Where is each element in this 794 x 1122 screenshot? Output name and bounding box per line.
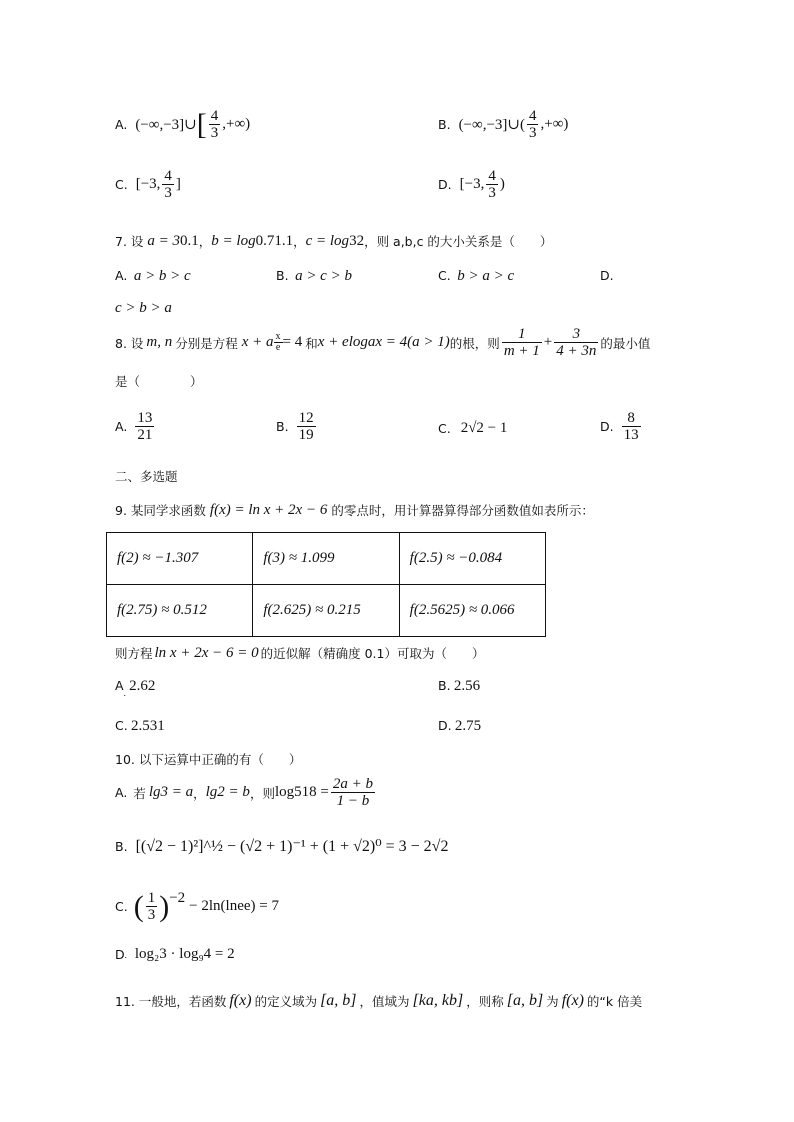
q8-eq2-tail: x = 4(a > 1) <box>375 334 450 350</box>
option-sep: ， <box>193 785 206 801</box>
option-value: 2.75 <box>454 718 482 734</box>
q9-func: f(x) = ln x + 2x − 6 <box>209 501 328 518</box>
q9-option-b[interactable] <box>438 678 480 695</box>
q11-expr: [a, b] <box>506 992 544 1009</box>
q10-option-a[interactable] <box>115 776 377 809</box>
table-row <box>107 585 546 637</box>
frac-den: 3 <box>488 185 496 201</box>
q9-stem <box>115 501 594 519</box>
q10-stem: 10. 以下运算中正确的有（ ） <box>115 752 302 767</box>
q9-option-d[interactable] <box>438 718 481 735</box>
q11-text: 11. 一般地，若函数 <box>115 994 227 1009</box>
option-label: A. <box>115 419 128 434</box>
log-base: 5 <box>294 784 302 800</box>
option-expr-tail: ] <box>175 176 181 192</box>
q8-option-b[interactable] <box>276 410 318 443</box>
q9-after <box>115 644 484 662</box>
function-values-table <box>106 532 546 637</box>
q7-stem-pre: 7. 设 <box>115 234 144 249</box>
section-heading: 二、多选题 <box>115 469 178 484</box>
q8-eq2: x + elog <box>317 334 368 350</box>
exp-num: x <box>275 331 281 342</box>
option-label: D. <box>600 268 614 283</box>
q11-text: 的“k 倍美 <box>586 994 643 1009</box>
table-row <box>107 533 546 585</box>
option-expr: ) = 7 <box>250 898 280 914</box>
q8-option-d[interactable] <box>600 410 643 443</box>
frac-den: 21 <box>137 427 153 443</box>
option-text: ，则 <box>249 785 275 801</box>
option-text: 若 <box>133 785 146 801</box>
table-cell: f(2.75) ≈ 0.512 <box>107 585 253 637</box>
frac-den: 3 <box>528 125 537 141</box>
exponent: e <box>243 898 251 914</box>
option-label: C. <box>115 899 128 914</box>
q7-option-b[interactable] <box>276 268 352 285</box>
option-expr: (−∞,−3]∪( <box>458 117 525 133</box>
q8-plus: + <box>543 334 553 350</box>
option-value: 2.531 <box>130 718 165 734</box>
frac-num: 3 <box>554 326 598 343</box>
q7-c: c = log <box>305 232 350 249</box>
option-label: A. <box>115 268 128 283</box>
option-expr-tail: ,+∞) <box>540 116 569 132</box>
q8-eq1-tail: = 4 <box>282 334 303 350</box>
frac-num: 2a + b <box>332 776 373 792</box>
q7-b-sub: 0.7 <box>255 232 275 249</box>
paren-right: ) <box>159 889 170 923</box>
q9-after-post: 的近似解（精确度 0.1）可取为（ ） <box>260 646 485 661</box>
q11-expr: f(x) <box>561 992 584 1009</box>
option-expr-tail: ,+∞) <box>222 116 251 132</box>
q9-stem-pre: 9. 某同学求函数 <box>115 503 206 518</box>
option-expr-tail: ) <box>499 176 505 192</box>
q7-option-d-label[interactable] <box>600 268 614 284</box>
q8-root: 的根，则 <box>449 335 500 351</box>
option-expr: − 2ln(lne <box>189 898 244 914</box>
option-expr: 18 = <box>301 784 329 800</box>
q9-option-c[interactable] <box>115 718 165 735</box>
option-expr: log <box>274 784 295 800</box>
q8-option-a[interactable] <box>115 410 156 443</box>
q11-expr: [a, b] <box>320 992 357 1009</box>
bracket-left: [ <box>196 107 207 141</box>
option-expr: 2√2 − 1 <box>460 420 508 436</box>
q7-a: a = 3 <box>147 232 181 249</box>
q9-stem-post: 的零点时，用计算器算得部分函数值如表所示： <box>331 503 594 518</box>
q9-after-pre: 则方程 <box>115 646 153 661</box>
q8-stem-pre: 8. 设 <box>115 335 144 351</box>
q7-option-c[interactable] <box>438 268 514 285</box>
frac-den: m + 1 <box>503 343 540 359</box>
q7-b: b = log <box>211 232 256 249</box>
q7-stem-post: ，则 a,b,c 的大小关系是（ ） <box>364 234 553 249</box>
option-label: B. <box>438 678 451 693</box>
q8-stem-line2: 是（ ） <box>115 374 203 389</box>
frac-num: 4 <box>528 108 537 124</box>
q11-expr: [ka, kb] <box>412 992 464 1009</box>
table-cell: f(2.5625) ≈ 0.066 <box>399 585 545 637</box>
option-expr: a > c > b <box>295 268 352 284</box>
option-label: A. <box>115 785 128 800</box>
frac-num: 4 <box>164 168 172 184</box>
frac-num: 12 <box>298 410 314 426</box>
q8-stem-post: 的最小值 <box>600 335 651 351</box>
frac-num: 4 <box>210 108 219 124</box>
paren-left: ( <box>133 889 144 923</box>
frac-num: 8 <box>627 410 635 426</box>
table-cell: f(2) ≈ −1.307 <box>107 533 253 585</box>
option-label: C. <box>115 177 128 192</box>
option-label: C. <box>115 718 128 733</box>
q11-text: ，值域为 <box>359 994 410 1009</box>
option-expr: log₂3 · log₉4 = 2 <box>134 946 235 962</box>
q7-option-d-expr[interactable] <box>115 300 172 317</box>
q11-text: 的定义域为 <box>254 994 318 1009</box>
option-expr: [(√2 − 1)²]^½ − (√2 + 1)⁻¹ + (1 + √2)⁰ = 3 − 2√2 <box>135 838 449 855</box>
option-label: D. <box>438 718 452 733</box>
exp-den: e <box>275 342 281 353</box>
option-expr: lg3 = a <box>148 784 194 800</box>
frac-den: 13 <box>623 427 639 443</box>
q7-b-tail: 1.1 <box>274 232 294 249</box>
option-expr: lg2 = b <box>205 784 250 800</box>
q9-after-eq: ln x + 2x − 6 = 0 <box>154 644 259 661</box>
frac-den: 19 <box>298 427 314 443</box>
option-expr: c > b > a <box>115 300 172 316</box>
q8-and: 和 <box>305 335 318 351</box>
option-label: D. <box>438 177 452 192</box>
frac-den: 4 + 3n <box>556 343 597 359</box>
option-label: C. <box>438 268 451 283</box>
q11-text: ，则称 <box>466 994 504 1009</box>
exponent: −2 <box>169 890 186 906</box>
frac-num: 13 <box>137 410 153 426</box>
frac-den: 3 <box>164 185 172 201</box>
q11-expr: f(x) <box>229 992 252 1009</box>
q8-eq1: x + a <box>241 334 274 350</box>
option-value: 2.62 <box>129 678 156 694</box>
q8-option-c[interactable] <box>438 420 507 437</box>
q7-c-tail: 2 <box>356 232 365 249</box>
option-label: A <box>115 678 124 693</box>
table-cell: f(2.625) ≈ 0.215 <box>253 585 399 637</box>
option-label: C. <box>438 421 451 436</box>
option-label: B. <box>276 419 289 434</box>
frac-num: 1 <box>502 326 542 343</box>
option-expr: (−∞,−3]∪ <box>135 117 197 133</box>
table-cell: f(2.5) ≈ −0.084 <box>399 533 545 585</box>
q6-option-a[interactable] <box>115 108 250 141</box>
q7-c-sub: 3 <box>349 232 357 249</box>
option-expr: a > b > c <box>133 268 191 284</box>
q10-option-c[interactable] <box>115 890 279 923</box>
option-label: B. <box>115 838 128 854</box>
q7-sep: ， <box>293 234 306 249</box>
q8-mn: m, n <box>146 334 173 350</box>
q10-option-b[interactable] <box>115 836 448 856</box>
q7-a-exp: 0.1 <box>180 232 199 249</box>
q6-option-b[interactable] <box>438 108 568 141</box>
q8-eq2-sub: a <box>367 334 376 350</box>
option-expr: b > a > c <box>457 268 515 284</box>
frac-den: 1 − b <box>336 793 370 809</box>
q10-option-d[interactable]: D . log₂3 · log₉4 = 2 <box>115 946 235 962</box>
option-expr: [−3, <box>459 176 485 192</box>
q6-option-c[interactable] <box>115 168 181 201</box>
q8-stem-mid: 分别是方程 <box>175 335 238 351</box>
q8-stem <box>115 326 650 359</box>
frac-den: 3 <box>210 125 219 141</box>
option-label: D. <box>600 419 614 434</box>
frac-den: 3 <box>147 907 156 923</box>
q7-stem <box>115 232 552 250</box>
q7-sep: ， <box>198 234 212 249</box>
frac-num: 4 <box>488 168 496 184</box>
option-expr: [−3, <box>135 176 161 192</box>
q11-stem <box>115 992 642 1010</box>
option-value: 2.56 <box>453 678 481 694</box>
option-label: B. <box>438 117 451 132</box>
q11-text: 为 <box>546 994 559 1009</box>
table-cell: f(3) ≈ 1.099 <box>253 533 399 585</box>
q9-option-a[interactable]: $A_.$ 2.62 <box>115 678 156 698</box>
q6-option-d[interactable] <box>438 168 505 201</box>
option-label: A. <box>115 117 128 132</box>
option-label: B. <box>276 268 289 283</box>
frac-num: 1 <box>147 890 156 906</box>
option-label: D <box>115 947 125 962</box>
q7-option-a[interactable] <box>115 268 191 285</box>
